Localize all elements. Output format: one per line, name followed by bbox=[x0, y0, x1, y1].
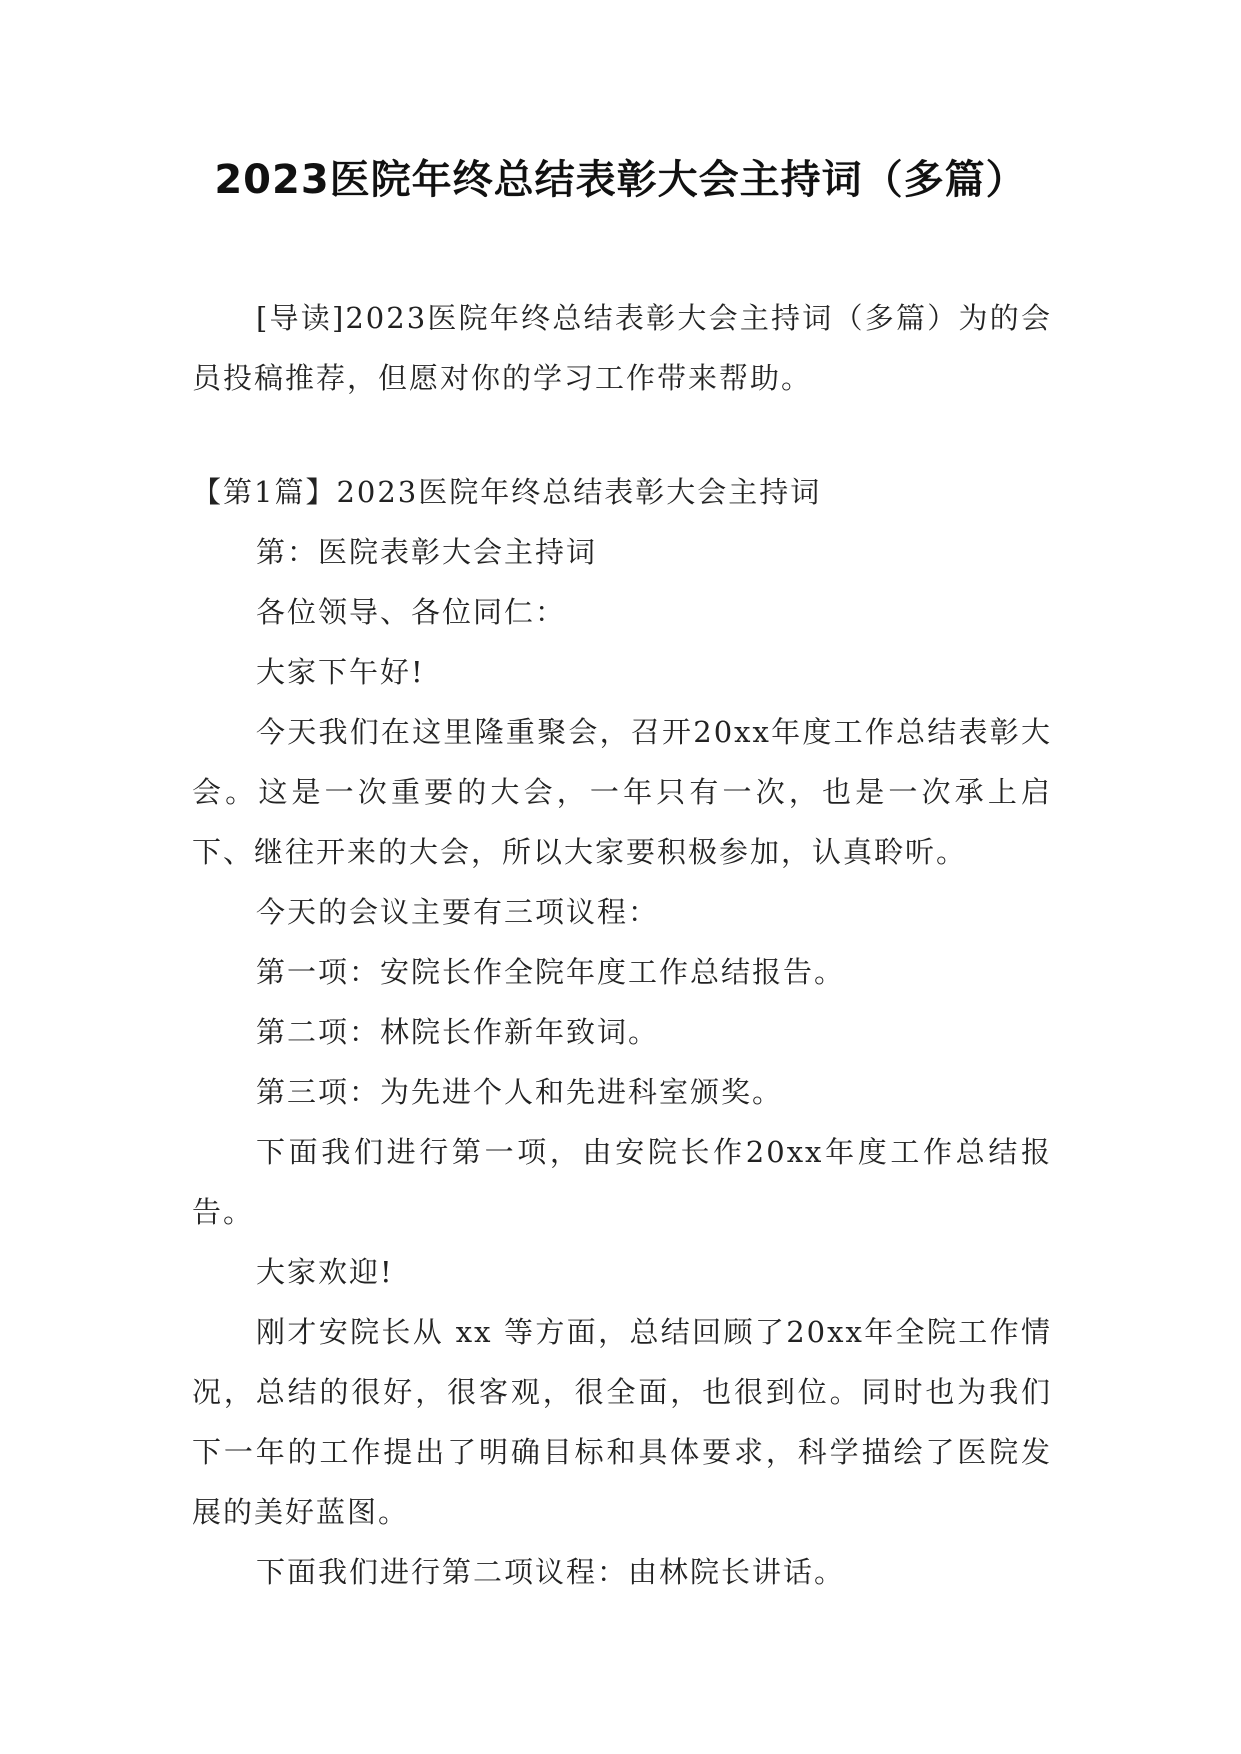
intro-paragraph: [导读]2023医院年终总结表彰大会主持词（多篇）为的会员投稿推荐，但愿对你的学习工作带来帮助。 bbox=[192, 301, 1052, 395]
body-paragraph: 大家下午好! bbox=[256, 655, 425, 689]
body-paragraph: 今天的会议主要有三项议程： bbox=[256, 895, 660, 929]
body-paragraph: 刚才安院长从 xx 等方面，总结回顾了20xx年全院工作情况，总结的很好，很客观，很全面，也很到位。同时也为我们下一年的工作提出了明确目标和具体要求，科学描绘了医院发展的美好蓝图。 bbox=[192, 1315, 1052, 1529]
body-paragraph: 各位领导、各位同仁： bbox=[256, 595, 567, 629]
body-paragraph: 下面我们进行第一项，由安院长作20xx年度工作总结报告。 bbox=[192, 1135, 1052, 1229]
body-paragraph: 今天我们在这里隆重聚会，召开20xx年度工作总结表彰大会。这是一次重要的大会，一年只有一次，也是一次承上启下、继往开来的大会，所以大家要积极参加，认真聆听。 bbox=[192, 715, 1052, 869]
section-heading: 【第1篇】2023医院年终总结表彰大会主持词 bbox=[192, 475, 822, 509]
document-body bbox=[192, 288, 1052, 1602]
document-title: 2023医院年终总结表彰大会主持词（多篇） bbox=[214, 157, 1027, 203]
body-paragraph: 第：医院表彰大会主持词 bbox=[256, 535, 598, 569]
body-paragraph: 第二项：林院长作新年致词。 bbox=[256, 1015, 660, 1049]
body-paragraph: 第三项：为先进个人和先进科室颁奖。 bbox=[256, 1075, 784, 1109]
body-paragraph: 大家欢迎! bbox=[256, 1255, 394, 1289]
body-paragraph: 第一项：安院长作全院年度工作总结报告。 bbox=[256, 955, 846, 989]
body-paragraph: 下面我们进行第二项议程：由林院长讲话。 bbox=[256, 1555, 846, 1589]
